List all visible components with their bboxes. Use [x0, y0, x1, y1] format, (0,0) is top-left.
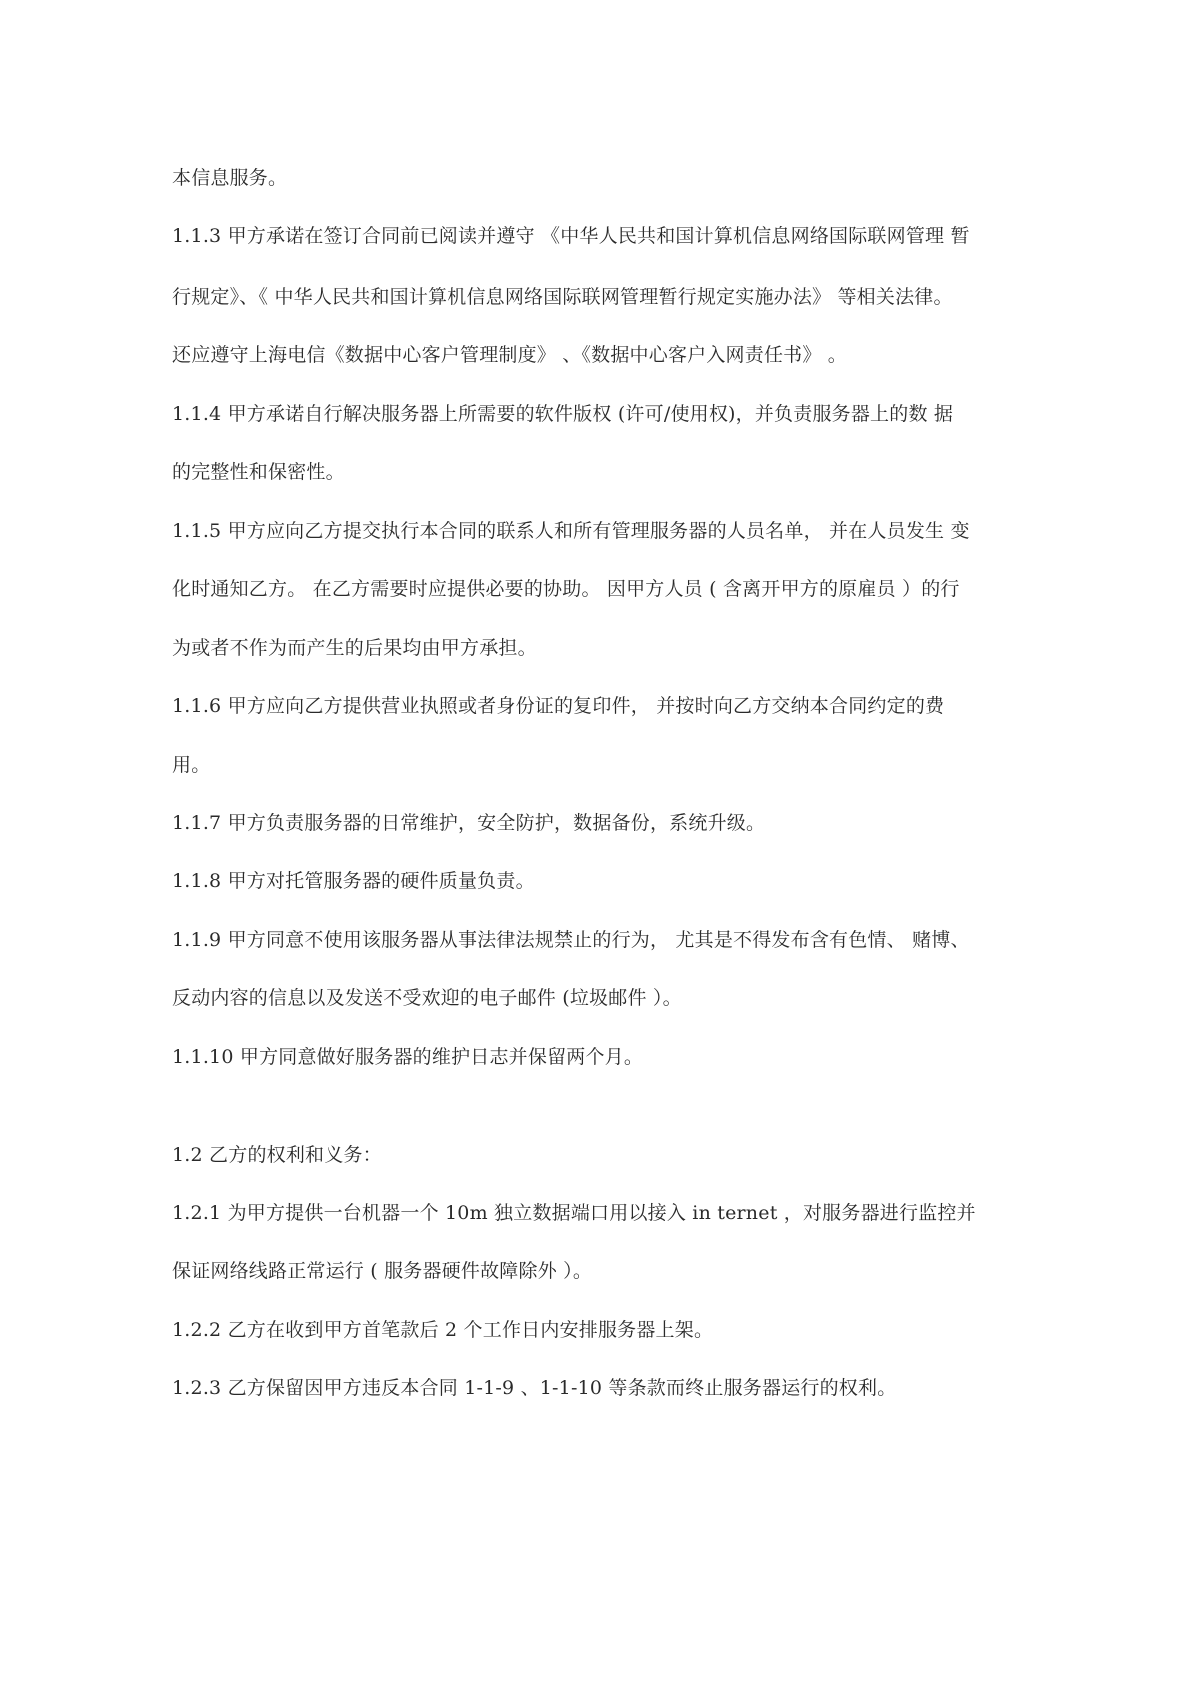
clause-1-2-3: 1.2.3 乙方保留因甲方违反本合同 1-1-9 、1-1-10 等条款而终止服务器运行的权利。 [172, 1377, 897, 1399]
clause-1-1-3-line-1: 1.1.3 甲方承诺在签订合同前已阅读并遵守 《中华人民共和国计算机信息网络国际联网管理 暂 [172, 225, 970, 247]
clause-1-1-7: 1.1.7 甲方负责服务器的日常维护，安全防护，数据备份，系统升级。 [172, 812, 766, 834]
clause-1-1-9-line-1: 1.1.9 甲方同意不使用该服务器从事法律法规禁止的行为， 尤其是不得发布含有色情、 赌博、 [172, 929, 970, 951]
section-1-2-heading: 1.2 乙方的权利和义务： [172, 1144, 382, 1166]
clause-1-1-9-line-2: 反动内容的信息以及发送不受欢迎的电子邮件 (垃圾邮件 ）。 [172, 987, 682, 1009]
clause-1-1-8: 1.1.8 甲方对托管服务器的硬件质量负责。 [172, 870, 535, 892]
clause-1-1-5-line-1: 1.1.5 甲方应向乙方提交执行本合同的联系人和所有管理服务器的人员名单， 并在人员发生 变 [172, 520, 970, 542]
clause-1-1-3-line-2: 行规定》、《 中华人民共和国计算机信息网络国际联网管理暂行规定实施办法》 等相关法律。 [172, 286, 953, 308]
clause-1-1-3-line-3: 还应遵守上海电信《数据中心客户管理制度》 、《数据中心客户入网责任书》 。 [172, 344, 847, 366]
clause-1-2-2: 1.2.2 乙方在收到甲方首笔款后 2 个工作日内安排服务器上架。 [172, 1319, 714, 1341]
clause-1-1-5-line-3: 为或者不作为而产生的后果均由甲方承担。 [172, 637, 537, 659]
clause-1-1-5-line-2: 化时通知乙方。 在乙方需要时应提供必要的协助。 因甲方人员 ( 含离开甲方的原雇员 ）的行 [172, 578, 960, 600]
clause-1-1-6-line-1: 1.1.6 甲方应向乙方提供营业执照或者身份证的复印件， 并按时向乙方交纳本合同约定的费 [172, 695, 945, 717]
clause-1-1-4-line-1: 1.1.4 甲方承诺自行解决服务器上所需要的软件版权 (许可/使用权)，并负责服务器上的数 据 [172, 403, 954, 425]
clause-1-1-6-line-2: 用。 [172, 754, 211, 776]
clause-1-2-1-line-1: 1.2.1 为甲方提供一台机器一个 10m 独立数据端口用以接入 in ternet ，对服务器进行监控并 [172, 1202, 976, 1224]
clause-1-1-4-line-2: 的完整性和保密性。 [172, 461, 345, 483]
clause-1-1-10: 1.1.10 甲方同意做好服务器的维护日志并保留两个月。 [172, 1046, 644, 1068]
clause-1-2-1-line-2: 保证网络线路正常运行 ( 服务器硬件故障除外 ）。 [172, 1260, 593, 1282]
text-line: 本信息服务。 [172, 167, 288, 189]
